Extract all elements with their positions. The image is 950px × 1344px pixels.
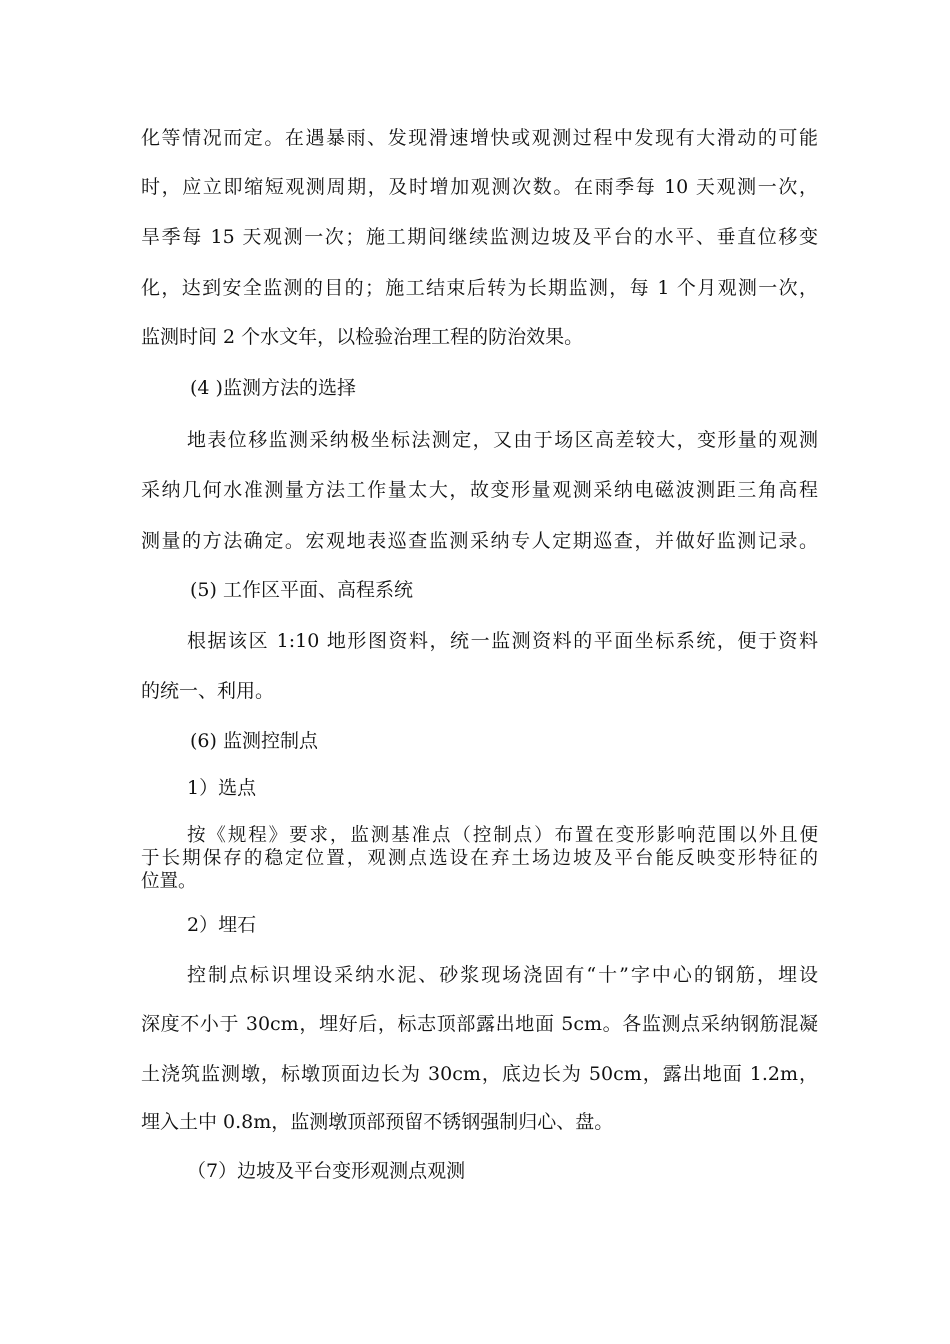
- subsection-heading: 2）埋石: [187, 914, 257, 936]
- subsection-heading: 1）选点: [187, 777, 257, 799]
- section-heading: （7）边坡及平台变形观测点观测: [187, 1160, 466, 1182]
- paragraph-line: 土浇筑监测墩，标墩顶面边长为 30cm，底边长为 50cm，露出地面 1.2m，: [141, 1063, 818, 1085]
- paragraph-line: 深度不小于 30cm，埋好后，标志顶部露出地面 5cm。各监测点采纳钢筋混凝: [141, 1013, 818, 1035]
- section-heading: (4 )监测方法的选择: [190, 377, 356, 399]
- paragraph-line: 采纳几何水准测量方法工作量太大，故变形量观测采纳电磁波测距三角高程: [141, 479, 818, 501]
- paragraph-line: 根据该区 1:10 地形图资料，统一监测资料的平面坐标系统，便于资料: [187, 630, 818, 652]
- paragraph-line: 埋入土中 0.8m，监测墩顶部预留不锈钢强制归心、盘。: [141, 1111, 614, 1133]
- section-heading: (5) 工作区平面、高程系统: [190, 579, 413, 601]
- section-heading: (6) 监测控制点: [190, 730, 318, 752]
- paragraph-line: 位置。: [141, 871, 197, 892]
- paragraph-line: 监测时间 2 个水文年，以检验治理工程的防治效果。: [141, 326, 584, 348]
- paragraph-line: 化，达到安全监测的目的；施工结束后转为长期监测，每 1 个月观测一次，: [141, 277, 818, 299]
- paragraph-line: 测量的方法确定。宏观地表巡查监测采纳专人定期巡查，并做好监测记录。: [141, 530, 818, 552]
- paragraph-line: 于长期保存的稳定位置，观测点选设在弃土场边坡及平台能反映变形特征的: [141, 848, 818, 869]
- paragraph-line: 的统一、利用。: [141, 680, 275, 702]
- paragraph-line: 时，应立即缩短观测周期，及时增加观测次数。在雨季每 10 天观测一次，: [141, 176, 818, 198]
- paragraph-line: 旱季每 15 天观测一次；施工期间继续监测边坡及平台的水平、垂直位移变: [141, 226, 818, 248]
- paragraph-line: 控制点标识埋设采纳水泥、砂浆现场浇固有“十”字中心的钢筋，埋设: [187, 964, 818, 986]
- paragraph-line: 地表位移监测采纳极坐标法测定，又由于场区高差较大，变形量的观测: [187, 429, 818, 451]
- paragraph-line: 按《规程》要求，监测基准点（控制点）布置在变形影响范围以外且便: [187, 825, 818, 846]
- paragraph-line: 化等情况而定。在遇暴雨、发现滑速增快或观测过程中发现有大滑动的可能: [141, 127, 818, 149]
